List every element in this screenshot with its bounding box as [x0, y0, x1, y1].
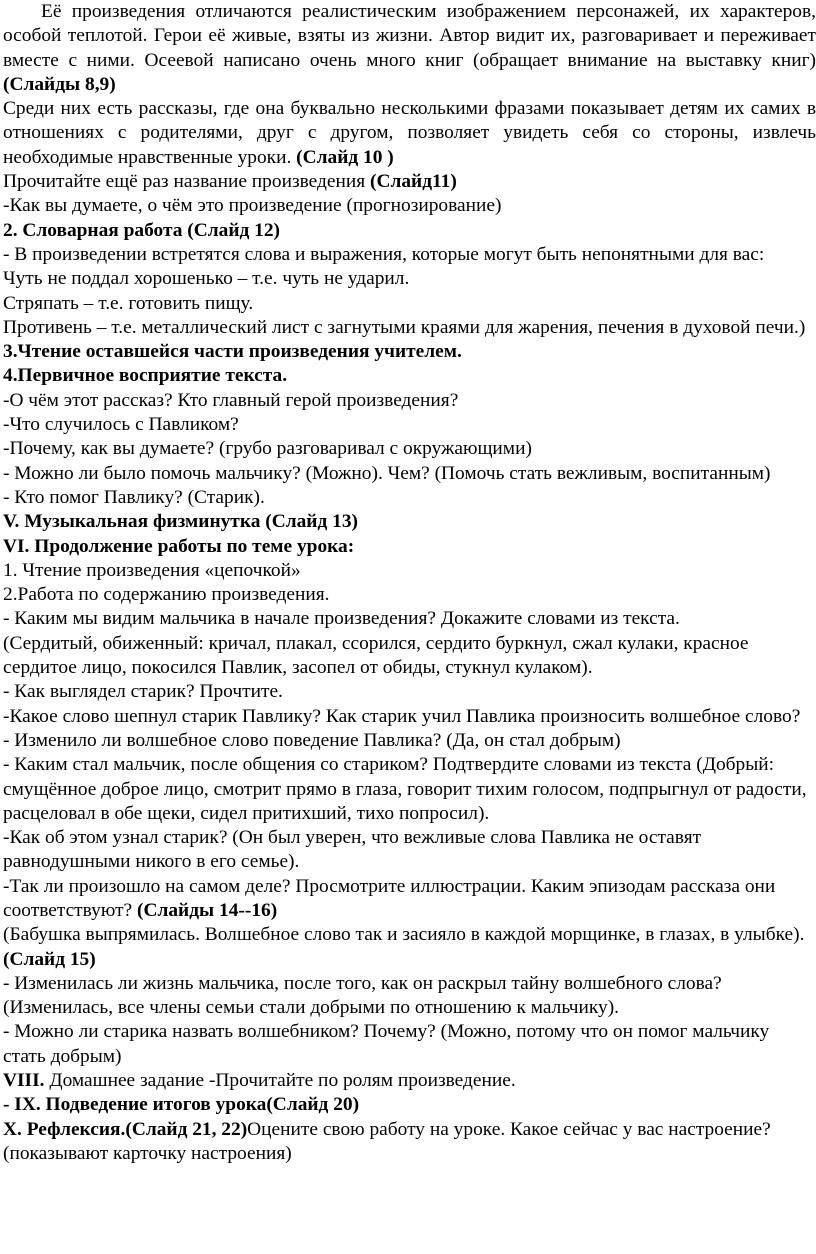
text-run: Оцените свою работу на уроке. Какое сейчас у вас настроение? (показывают карточку настроения): [3, 1118, 771, 1164]
heading-continuation: [3, 535, 816, 559]
paragraph-25: [3, 753, 816, 826]
text-run: - Изменило ли волшебное слово поведение Павлика? (Да, он стал добрым): [3, 729, 621, 751]
slide-ref: (Слайд11): [370, 171, 457, 193]
text-run: 2.Работа по содержанию произведения.: [3, 584, 330, 606]
paragraph-29: [3, 972, 816, 1021]
slide-ref: (Слайды 14--16): [137, 899, 278, 921]
text-run: -Как об этом узнал старик? (Он был уверен, что вежливые слова Павлика не оставят равнодушными никого в его семье).: [3, 827, 702, 873]
heading-music: [3, 510, 816, 534]
text-run: -Какое слово шепнул старик Павлику? Как старик учил Павлика произносить волшебное слово?: [3, 705, 801, 727]
paragraph-26: [3, 826, 816, 875]
paragraph-22: [3, 680, 816, 704]
paragraph-14: [3, 462, 816, 486]
paragraph-12: [3, 413, 816, 437]
paragraph-5: [3, 243, 816, 267]
slide-ref: (Слайд 15): [3, 948, 96, 970]
text-run: - Можно ли старика назвать волшебником? Почему? (Можно, потому что он помог мальчику стать добрым): [3, 1021, 770, 1067]
text-run: Чуть не поддал хорошенько – т.е. чуть не ударил.: [3, 268, 410, 290]
text-run: - Каким стал мальчик, после общения со стариком? Подтвердите словами из текста (Добрый: смущённое доброе лицо, смотрит прямо в глаза, говорит тихим голосом, подпрыгнул от радости, расцеловал в обе щеки, сидел притихший, тихо попросил).: [3, 754, 807, 824]
heading-text: 4.Первичное восприятие текста.: [3, 365, 288, 387]
paragraph-2: [3, 170, 816, 194]
heading-text: VI. Продолжение работы по теме урока:: [3, 535, 355, 557]
paragraph-reflection: [3, 1118, 816, 1167]
heading-perception: [3, 364, 816, 388]
text-run: Стряпать – т.е. готовить пищу.: [3, 292, 254, 314]
paragraph-1: [3, 97, 816, 170]
paragraph-15: [3, 486, 816, 510]
paragraph-3: [3, 194, 816, 218]
text-run: Домашнее задание -Прочитайте по ролям произведение.: [44, 1070, 516, 1092]
text-run: - Каким мы видим мальчика в начале произведения? Докажите словами из текста.: [3, 608, 680, 630]
paragraph-13: [3, 437, 816, 461]
heading-text: - IX. Подведение итогов урока(Слайд 20): [3, 1094, 360, 1116]
text-run: - Как выглядел старик? Прочтите.: [3, 681, 283, 703]
text-run: - Изменилась ли жизнь мальчика, после того, как он раскрыл тайну волшебного слова? (Изменилась, все члены семьи стали добрыми по отношению к мальчику).: [3, 972, 722, 1019]
slide-ref: (Слайды 8,9): [3, 73, 116, 95]
paragraph-30: [3, 1020, 816, 1069]
text-run: -О чём этот рассказ? Кто главный герой произведения?: [3, 389, 459, 411]
heading-text: VIII.: [3, 1070, 45, 1092]
heading-text: 3.Чтение оставшейся части произведения учителем.: [3, 341, 462, 363]
paragraph-24: [3, 729, 816, 753]
heading-summary: [3, 1093, 816, 1117]
heading-text: V. Музыкальная физминутка (Слайд 13): [3, 511, 358, 533]
paragraph-homework: [3, 1069, 816, 1093]
paragraph-0: [3, 0, 816, 97]
text-run: -Почему, как вы думаете? (грубо разговаривал с окружающими): [3, 438, 532, 460]
heading-vocabulary: [3, 219, 816, 243]
paragraph-28: [3, 923, 816, 972]
text-run: (Бабушка выпрямилась. Волшебное слово так и засияло в каждой морщинке, в глазах, в улыбке).: [3, 924, 805, 946]
text-run: (Сердитый, обиженный: кричал, плакал, ссорился, сердито буркнул, сжал кулаки, красное сердитое лицо, покосился Павлик, засопел от обиды, стукнул кулаком).: [3, 632, 749, 679]
paragraph-20: [3, 607, 816, 631]
paragraph-21: [3, 632, 816, 681]
paragraph-27: [3, 875, 816, 924]
paragraph-6: [3, 267, 816, 291]
text-run: 1. Чтение произведения «цепочкой»: [3, 559, 301, 581]
heading-reading: [3, 340, 816, 364]
text-run: - Можно ли было помочь мальчику? (Можно). Чем? (Помочь стать вежливым, воспитанным): [3, 462, 771, 484]
text-run: Прочитайте ещё раз название произведения: [3, 171, 370, 193]
slide-ref: (Слайд 10 ): [296, 146, 394, 168]
paragraph-23: [3, 705, 816, 729]
paragraph-8: [3, 316, 816, 340]
paragraph-19: [3, 583, 816, 607]
text-run: Её произведения отличаются реалистическим изображением персонажей, их характеров, особой теплотой. Герои её живые, взяты из жизни. Автор видит их, разговаривает и переживает вместе с ними. Осеевой написано очень много книг (обращает внимание на выставку книг): [3, 1, 816, 71]
text-run: Среди них есть рассказы, где она буквально несколькими фразами показывает детям их самих в отношениях с родителями, друг с другом, позволяет увидеть себя со стороны, извлечь необходимые нравственные уроки.: [3, 98, 816, 168]
paragraph-7: [3, 292, 816, 316]
text-run: Противень – т.е. металлический лист с загнутыми краями для жарения, печения в духовой печи.): [3, 316, 806, 338]
heading-text: X. Рефлексия.(Слайд 21, 22): [3, 1118, 248, 1140]
text-run: - В произведении встретятся слова и выражения, которые могут быть непонятными для вас:: [3, 243, 765, 265]
paragraph-11: [3, 389, 816, 413]
text-run: - Кто помог Павлику? (Старик).: [3, 486, 265, 508]
paragraph-18: [3, 559, 816, 583]
heading-text: 2. Словарная работа (Слайд 12): [3, 219, 281, 241]
text-run: -Как вы думаете, о чём это произведение (прогнозирование): [3, 195, 502, 217]
text-run: -Что случилось с Павликом?: [3, 414, 239, 436]
text-run: -Так ли произошло на самом деле? Просмотрите иллюстрации. Каким эпизодам рассказа они соответствуют?: [3, 875, 776, 921]
